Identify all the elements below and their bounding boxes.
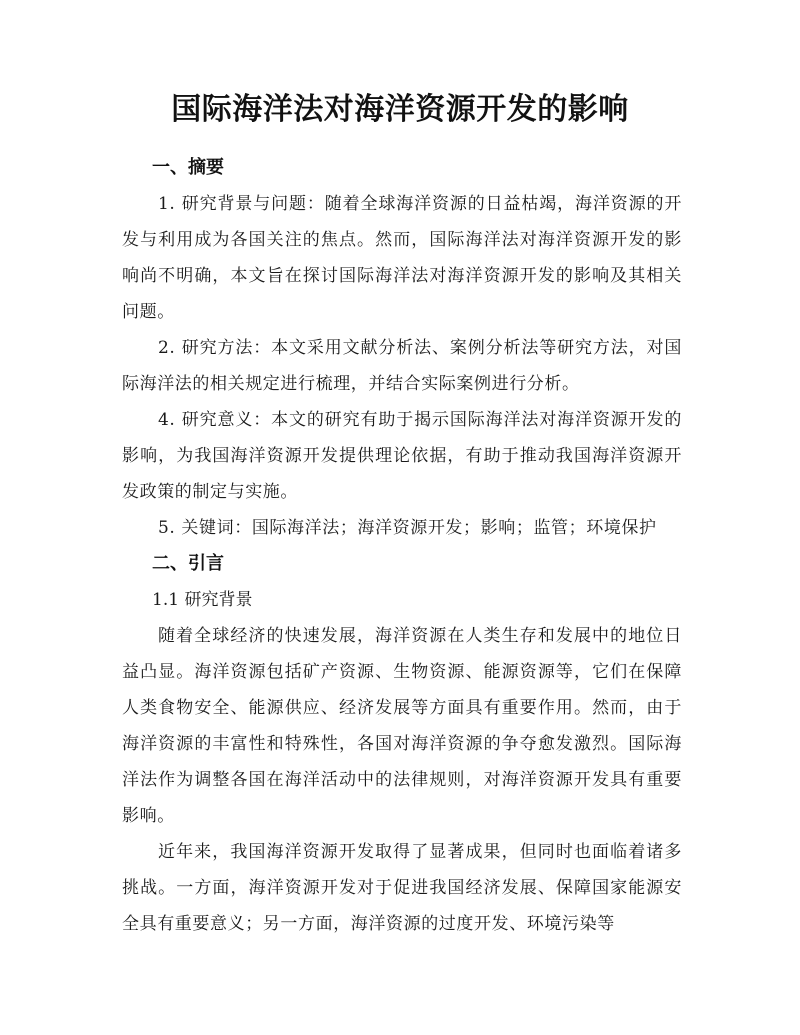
document-body — [122, 150, 682, 942]
intro-paragraph-1: 随着全球经济的快速发展，海洋资源在人类生存和发展中的地位日益凸显。海洋资源包括矿产资源、生物资源、能源资源等，它们在保障人类食物安全、能源供应、经济发展等方面具有重要作用。然而，由于海洋资源的丰富性和特殊性，各国对海洋资源的争夺愈发激烈。国际海洋法作为调整各国在海洋活动中的法律规则，对海洋资源开发具有重要影响。 — [122, 626, 682, 826]
abstract-item-2: 2. 研究方法：本文采用文献分析法、案例分析法等研究方法，对国际海洋法的相关规定进行梳理，并结合实际案例进行分析。 — [122, 338, 682, 394]
abstract-keywords: 5. 关键词：国际海洋法；海洋资源开发；影响；监管；环境保护 — [158, 518, 657, 538]
intro-heading: 二、引言 — [152, 553, 224, 574]
document-title: 国际海洋法对海洋资源开发的影响 — [171, 92, 629, 127]
abstract-item-1: 1. 研究背景与问题：随着全球海洋资源的日益枯竭，海洋资源的开发与利用成为各国关注的焦点。然而，国际海洋法对海洋资源开发的影响尚不明确，本文旨在探讨国际海洋法对海洋资源开发的影响及其相关问题。 — [122, 194, 682, 322]
intro-paragraph-2: 近年来，我国海洋资源开发取得了显著成果，但同时也面临着诸多挑战。一方面，海洋资源开发对于促进我国经济发展、保障国家能源安全具有重要意义；另一方面，海洋资源的过度开发、环境污染等 — [122, 842, 682, 934]
abstract-item-4: 4. 研究意义：本文的研究有助于揭示国际海洋法对海洋资源开发的影响，为我国海洋资源开发提供理论依据，有助于推动我国海洋资源开发政策的制定与实施。 — [122, 410, 682, 502]
intro-subheading: 1.1 研究背景 — [152, 590, 253, 610]
abstract-heading: 一、摘要 — [152, 157, 224, 178]
